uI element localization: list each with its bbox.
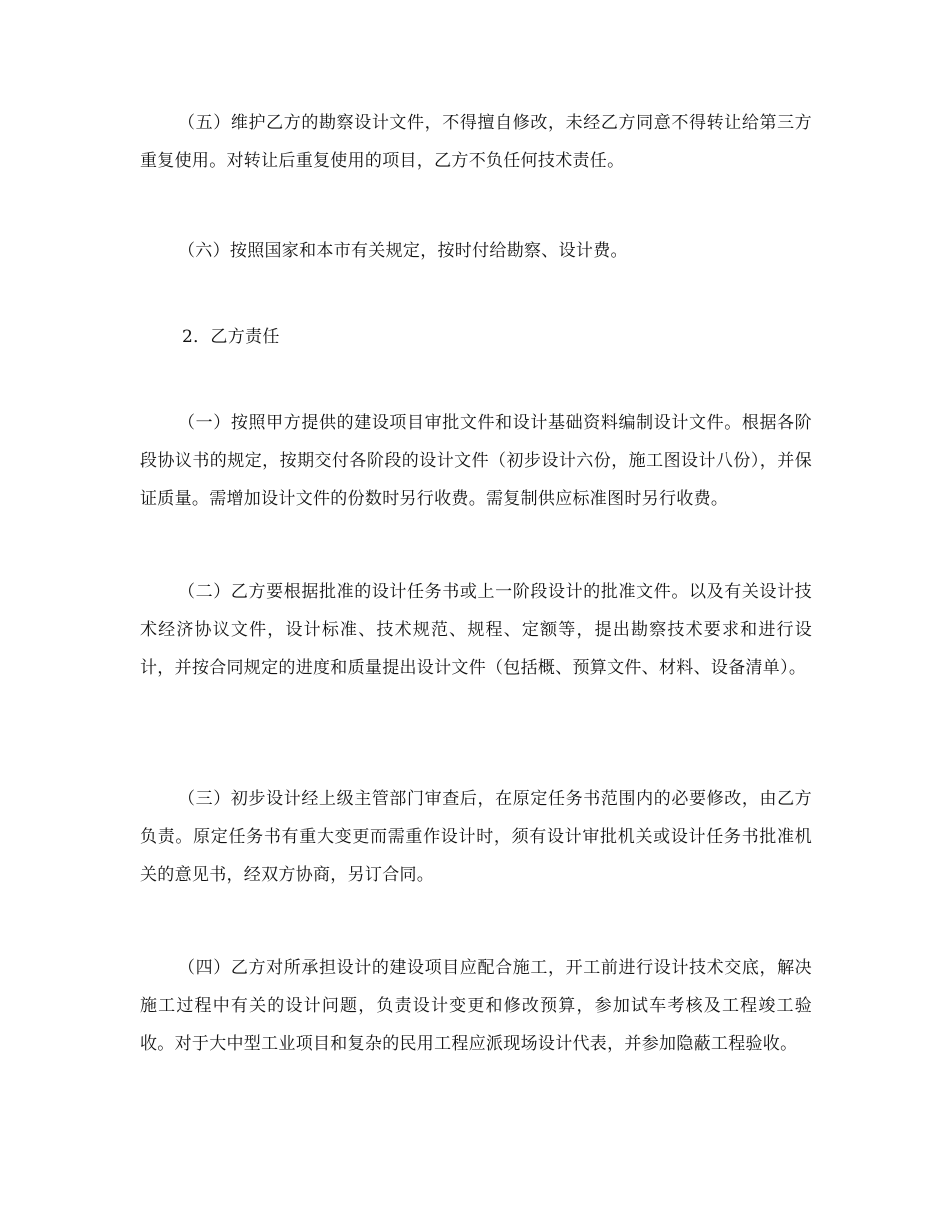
paragraph-party-a-clause-5: （五）维护乙方的勘察设计文件，不得擅自修改，未经乙方同意不得转让给第三方重复使用。对转让后重复使用的项目，乙方不负任何技术责任。 [140,113,812,171]
paragraph-party-b-clause-1: （一）按照甲方提供的建设项目审批文件和设计基础资料编制设计文件。根据各阶段协议书的规定，按期交付各阶段的设计文件（初步设计六份，施工图设计八份），并保证质量。需增加设计文件的份数时另行收费。需复制供应标准图时另行收费。 [140,413,812,509]
paragraph-party-b-clause-2: （二）乙方要根据批准的设计任务书或上一阶段设计的批准文件。以及有关设计技术经济协议文件，设计标准、技术规范、规程、定额等，提出勘察技术要求和进行设计，并按合同规定的进度和质量提出设计文件（包括概、预算文件、材料、设备清单）。 [140,582,812,678]
paragraph-party-a-clause-6: （六）按照国家和本市有关规定，按时付给勘察、设计费。 [178,241,628,261]
paragraph-party-b-clause-4: （四）乙方对所承担设计的建设项目应配合施工，开工前进行设计技术交底，解决施工过程中有关的设计问题，负责设计变更和修改预算，参加试车考核及工程竣工验收。对于大中型工业项目和复杂的民用工程应派现场设计代表，并参加隐蔽工程验收。 [140,958,812,1054]
paragraph-party-b-clause-3: （三）初步设计经上级主管部门审查后，在原定任务书范围内的必要修改，由乙方负责。原定任务书有重大变更而需重作设计时，须有设计审批机关或设计任务书批准机关的意见书，经双方协商，另订合同。 [140,789,812,885]
section-heading-party-b-responsibility: 2．乙方责任 [182,327,280,347]
